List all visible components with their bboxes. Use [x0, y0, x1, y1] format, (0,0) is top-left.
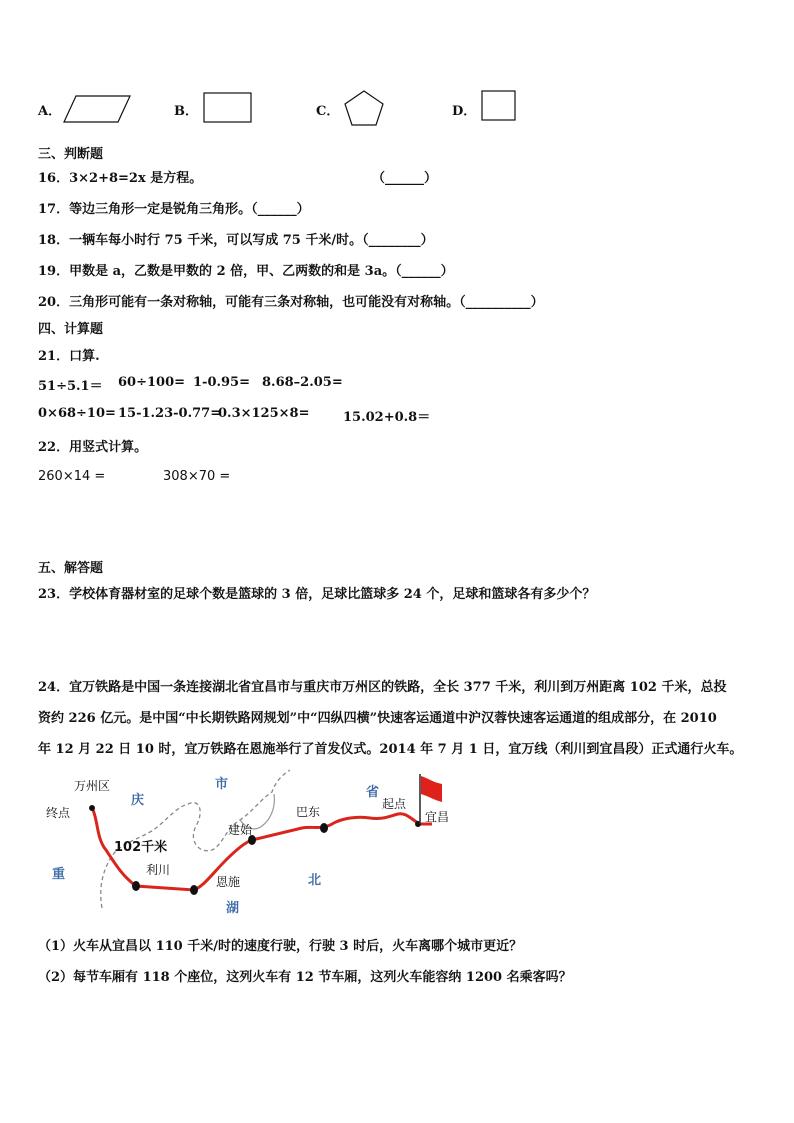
oral-calc-2: 60÷100=: [118, 375, 186, 390]
vertical-calc-2: 308×70 =: [163, 469, 231, 484]
label-102km: 102千米: [114, 840, 168, 855]
station-lichuan: [132, 881, 140, 891]
label-bei: 北: [308, 873, 322, 888]
question-16: 16．3×2+8=2x 是方程。: [38, 171, 203, 186]
oral-calc-4: 8.68–2.05=: [262, 375, 343, 390]
option-d-label: D．: [452, 104, 477, 119]
question-21: 21．口算.: [38, 349, 100, 364]
label-hu: 湖: [226, 901, 240, 916]
label-zhongdian: 终点: [46, 806, 71, 820]
label-sheng: 省: [366, 785, 380, 800]
oral-calc-5: 0×68÷10=: [38, 406, 116, 421]
label-qing: 庆: [131, 793, 145, 808]
oral-calc-6: 15-1.23-0.77=: [118, 406, 222, 421]
label-wanzhou: 万州区: [74, 779, 111, 793]
option-c-label: C．: [316, 104, 340, 119]
oral-calc-3: 1-0.95=: [193, 375, 250, 390]
sub-question-1: （1）火车从宜昌以 110 千米/时的速度行驶，行驶 3 时后，火车离哪个城市更近？: [38, 939, 523, 954]
label-chong: 重: [52, 867, 66, 882]
label-shi: 市: [215, 777, 229, 792]
question-24-line-2: 资约 226 亿元。是中国“中长期铁路网规划”中“四纵四横”快速客运通道中沪汉蓉快速客运通道的组成部分，在 2010: [38, 711, 717, 726]
label-lichuan: 利川: [146, 863, 171, 877]
station-badong: [320, 823, 328, 833]
question-19: 19．甲数是 a，乙数是甲数的 2 倍，甲、乙两数的和是 3a。（______）: [38, 264, 454, 279]
option-a-label: A．: [38, 104, 62, 119]
label-enshi: 恩施: [216, 875, 241, 889]
question-18: 18．一辆车每小时行 75 千米，可以写成 75 千米/时。（________）: [38, 233, 434, 248]
question-24-line-1: 24．宜万铁路是中国一条连接湖北省宜昌市与重庆市万州区的铁路，全长 377 千米，利川到万州距离 102 千米，总投: [38, 680, 727, 695]
question-20: 20．三角形可能有一条对称轴，可能有三条对称轴，也可能没有对称轴。（__________）: [38, 295, 544, 310]
pentagon-shape: [342, 89, 386, 127]
station-enshi: [190, 885, 198, 895]
section-3-heading: 三、判断题: [38, 147, 104, 162]
question-16-blank: （______）: [372, 171, 438, 186]
label-badong: 巴东: [296, 805, 321, 819]
section-4-heading: 四、计算题: [38, 322, 104, 337]
section-5-heading: 五、解答题: [38, 561, 104, 576]
question-24-line-3: 年 12 月 22 日 10 时，宜万铁路在恩施举行了首发仪式。2014 年 7 月 1 日，宜万线（利川到宜昌段）正式通行火车。: [38, 742, 743, 757]
rectangle-shape: [203, 92, 253, 124]
label-yichang: 宜昌: [425, 810, 450, 824]
label-jianshi: 建始: [228, 823, 253, 837]
railway-map: [40, 768, 470, 924]
vertical-calc-1: 260×14 =: [38, 469, 106, 484]
oral-calc-8: 15.02+0.8＝: [343, 410, 431, 425]
parallelogram-shape: [62, 94, 132, 124]
label-qidian: 起点: [382, 797, 407, 811]
sub-question-2: （2）每节车厢有 118 个座位，这列火车有 12 节车厢，这列火车能容纳 1200 名乘客吗？: [38, 970, 572, 985]
oral-calc-7: 0.3×125×8=: [218, 406, 310, 421]
flag-icon: [421, 776, 442, 802]
option-b-label: B．: [174, 104, 198, 119]
station-wanzhou: [89, 805, 95, 811]
question-17: 17．等边三角形一定是锐角三角形。（______）: [38, 202, 310, 217]
oral-calc-1: 51÷5.1＝: [38, 379, 103, 394]
question-22: 22．用竖式计算。: [38, 440, 148, 455]
square-shape: [481, 90, 517, 122]
question-23: 23．学校体育器材室的足球个数是篮球的 3 倍，足球比篮球多 24 个，足球和篮球各有多少个？: [38, 587, 596, 602]
